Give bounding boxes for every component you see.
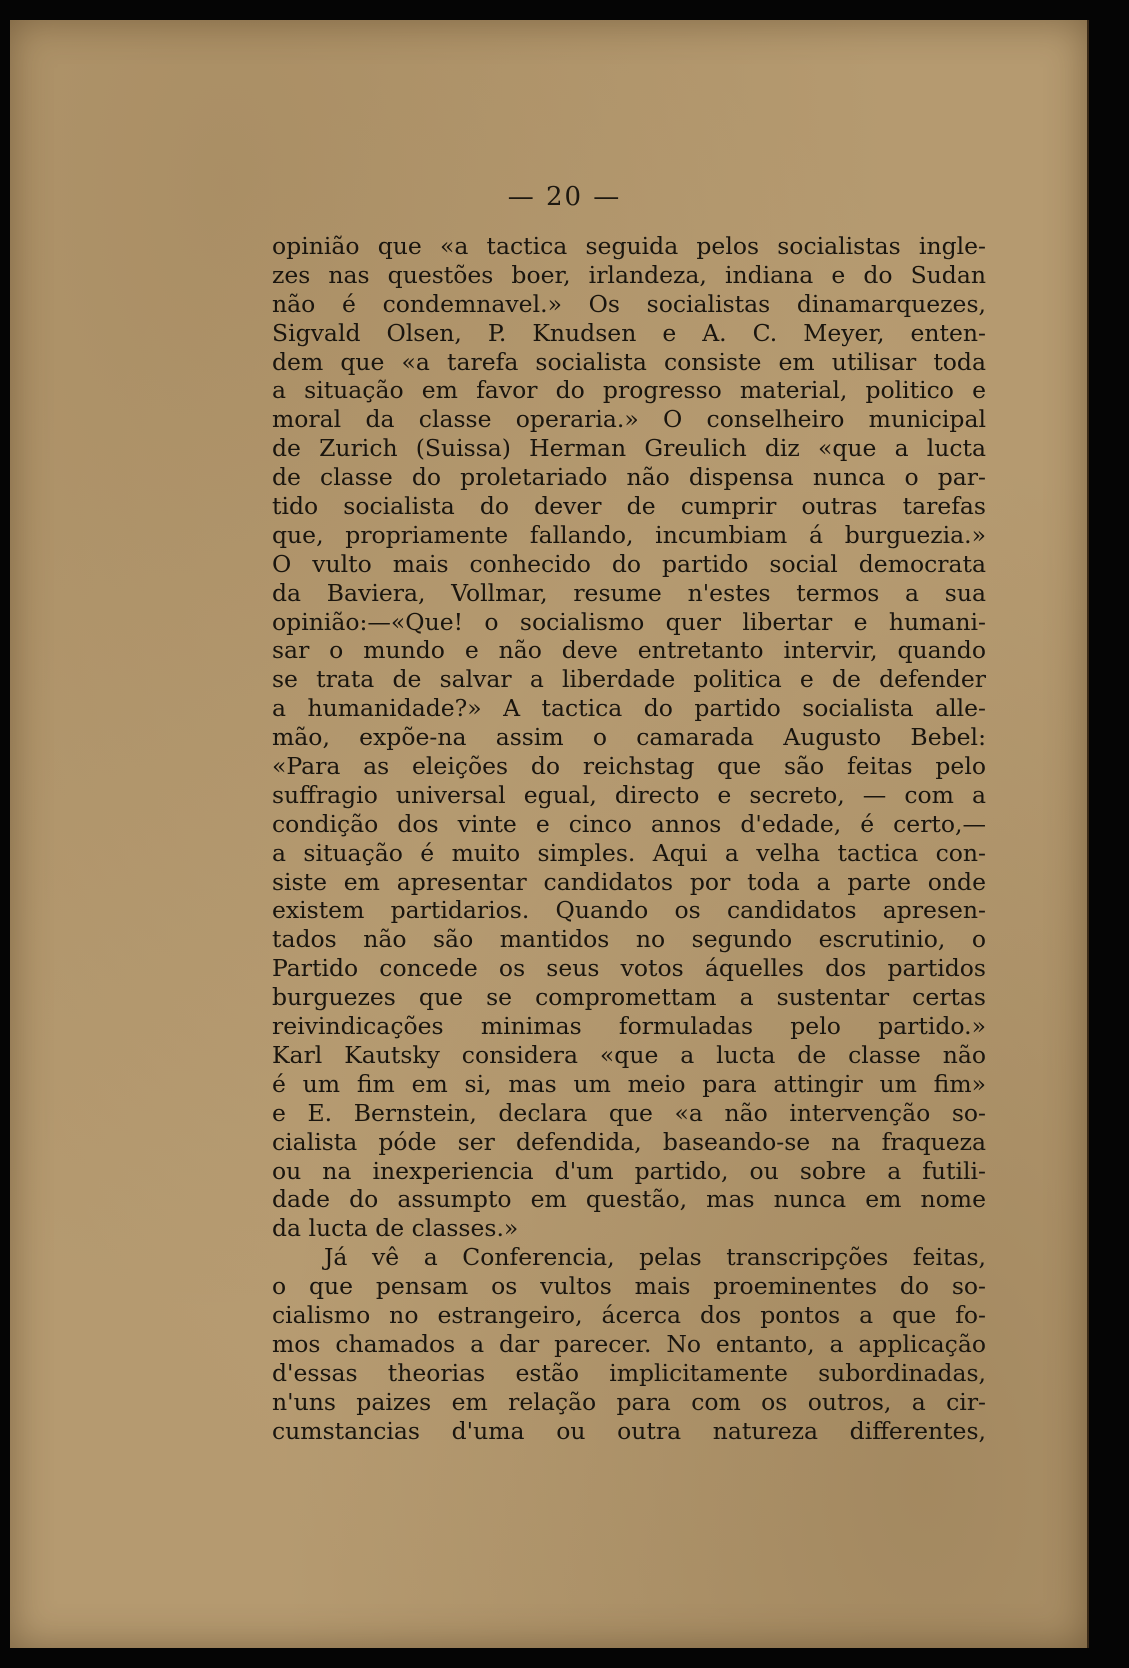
text-line: condição dos vinte e cinco annos d'edade, é certo,— (272, 809, 986, 838)
paragraph (272, 1243, 986, 1445)
text-line: Partido concede os seus votos áquelles dos partidos (272, 954, 986, 983)
text-line: opinião que «a tactica seguida pelos socialistas ingle- (272, 232, 986, 260)
text-line: d'essas theorias estão implicitamente subordinadas, (272, 1358, 986, 1387)
body-text (272, 232, 986, 1445)
paragraph (272, 232, 986, 1243)
text-line: que, propriamente fallando, incumbiam á burguezia.» (272, 520, 986, 549)
text-line: da Baviera, Vollmar, resume n'estes termos a sua (272, 578, 986, 607)
text-line: cialismo no estrangeiro, ácerca dos pontos a que fo- (272, 1300, 986, 1329)
text-line: reivindicações minimas formuladas pelo partido.» (272, 1012, 986, 1041)
text-line: mão, expõe-na assim o camarada Augusto Bebel: (272, 723, 986, 752)
page-number: — 20 — (507, 182, 622, 212)
text-line: o que pensam os vultos mais proeminentes do so- (272, 1272, 986, 1301)
text-line: de classe do proletariado não dispensa nunca o par- (272, 463, 986, 492)
text-line: a humanidade?» A tactica do partido socialista alle- (272, 694, 986, 723)
text-line: opinião:—«Que! o socialismo quer libertar e humani- (272, 607, 986, 636)
text-line: a situação em favor do progresso material, politico e (272, 376, 986, 405)
text-line: cialista póde ser defendida, baseando-se na fraqueza (272, 1127, 986, 1156)
text-line: tido socialista do dever de cumprir outras tarefas (272, 492, 986, 521)
text-line: cumstancias d'uma ou outra natureza differentes, (272, 1416, 986, 1445)
text-line: Karl Kautsky considera «que a lucta de classe não (272, 1040, 986, 1069)
text-line: dem que «a tarefa socialista consiste em utilisar toda (272, 347, 986, 376)
text-line: e E. Bernstein, declara que «a não intervenção so- (272, 1098, 986, 1127)
text-line: dade do assumpto em questão, mas nunca em nome (272, 1185, 986, 1214)
text-line: se trata de salvar a liberdade politica e de defender (272, 665, 986, 694)
text-line: zes nas questões boer, irlandeza, indiana e do Sudan (272, 260, 986, 289)
text-line: Sigvald Olsen, P. Knudsen e A. C. Meyer, enten- (272, 318, 986, 347)
text-line: mos chamados a dar parecer. No entanto, a applicação (272, 1329, 986, 1358)
text-line: é um fim em si, mas um meio para attingir um fim» (272, 1069, 986, 1098)
text-line: sar o mundo e não deve entretanto intervir, quando (272, 636, 986, 665)
text-line: tados não são mantidos no segundo escrutinio, o (272, 925, 986, 954)
text-line: existem partidarios. Quando os candidatos apresen- (272, 896, 986, 925)
text-line: da lucta de classes.» (272, 1214, 519, 1243)
text-line: O vulto mais conhecido do partido social democrata (272, 549, 986, 578)
text-line: moral da classe operaria.» O conselheiro municipal (272, 405, 986, 434)
text-line: n'uns paizes em relação para com os outros, a cir- (272, 1387, 986, 1416)
text-line: suffragio universal egual, directo e secreto, — com a (272, 780, 986, 809)
text-line: não é condemnavel.» Os socialistas dinamarquezes, (272, 289, 986, 318)
text-line: Já vê a Conferencia, pelas transcripções feitas, (324, 1243, 986, 1272)
text-line: siste em apresentar candidatos por toda a parte onde (272, 867, 986, 896)
text-line: burguezes que se compromettam a sustentar certas (272, 983, 986, 1012)
text-line: ou na inexperiencia d'um partido, ou sobre a futili- (272, 1156, 986, 1185)
text-line: a situação é muito simples. Aqui a velha tactica con- (272, 838, 986, 867)
text-line: de Zurich (Suissa) Herman Greulich diz «que a lucta (272, 434, 986, 463)
text-line: «Para as eleições do reichstag que são feitas pelo (272, 752, 986, 781)
